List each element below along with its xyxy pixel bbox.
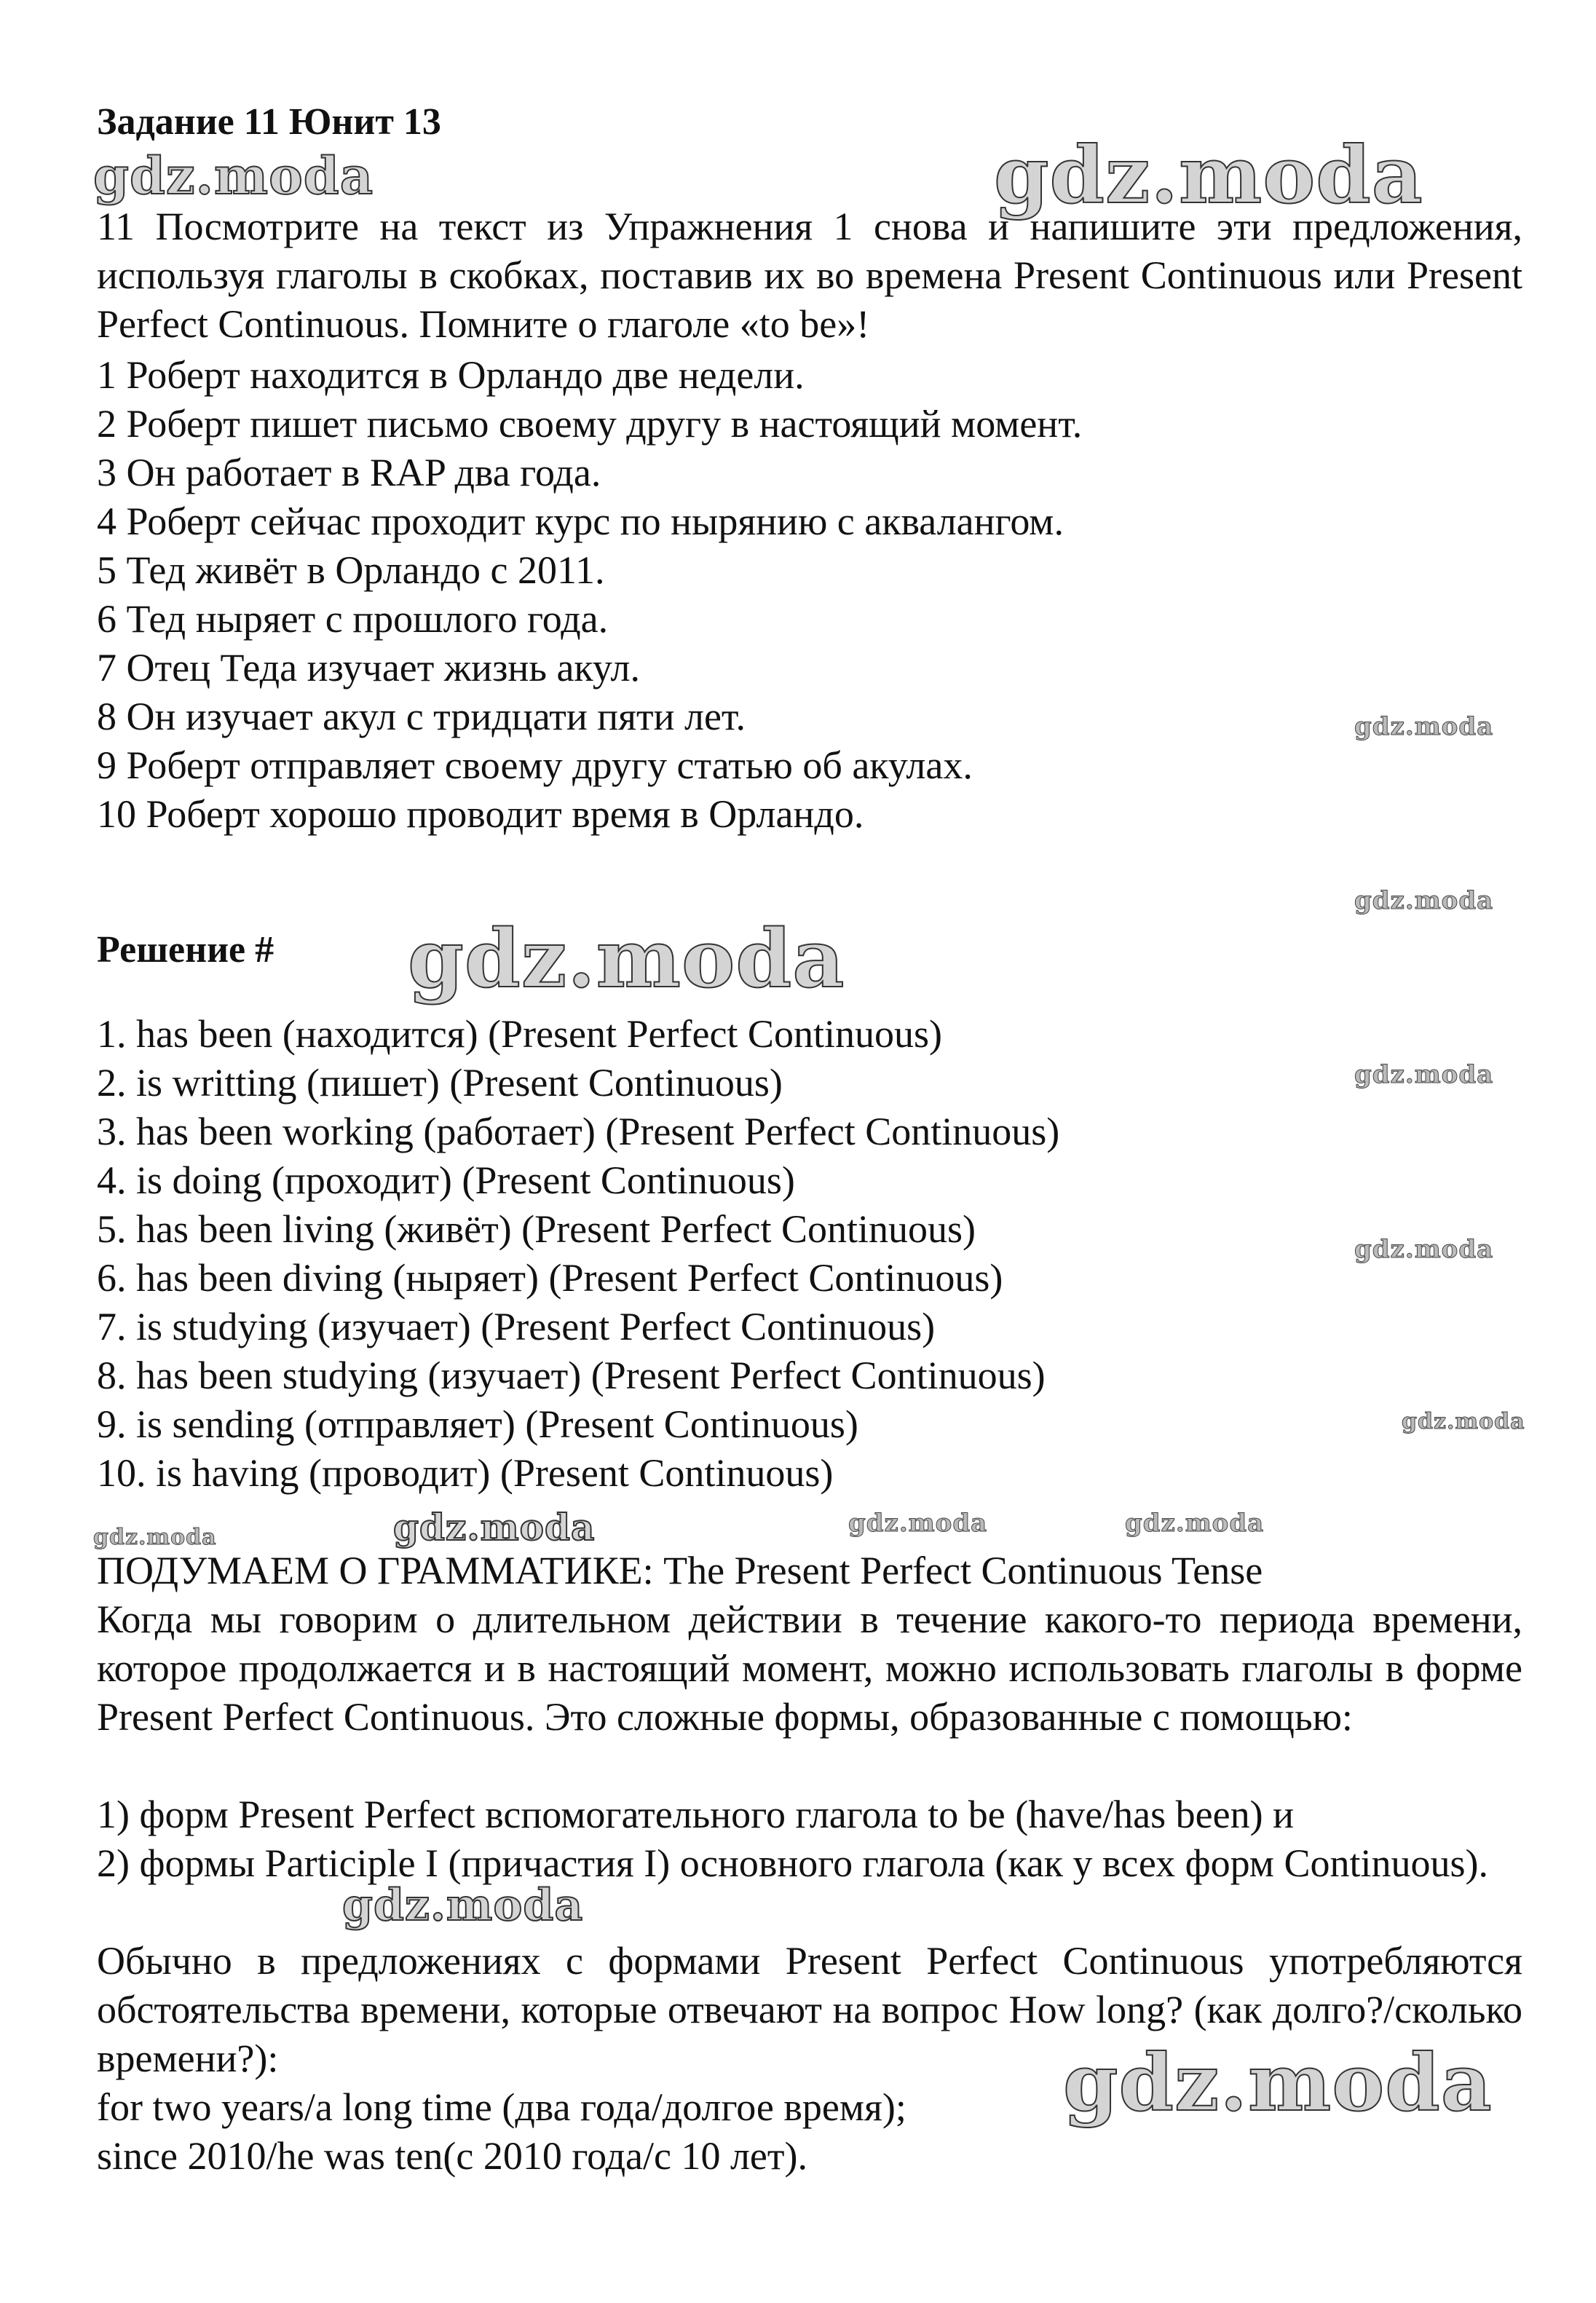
answer-2: 2. is writting (пишет) (Present Continuous) bbox=[97, 1061, 783, 1105]
answer-6: 6. has been diving (ныряет) (Present Perfect Continuous) bbox=[97, 1256, 1003, 1300]
sentence-9: 9 Роберт отправляет своему другу статью об акулах. bbox=[97, 743, 973, 787]
instruction-text: 11 Посмотрите на текст из Упражнения 1 снова и напишите эти предложения, используя глаголы в скобках, поставив их во времена Present Continuous или Present Perfect Continuous. Помните о глаголе «to be»! bbox=[97, 205, 1522, 346]
task-title: Задание 11 Юнит 13 bbox=[97, 101, 441, 143]
watermark-logo: gdz.moda bbox=[1354, 1235, 1494, 1264]
watermark-logo: gdz.moda bbox=[1354, 886, 1494, 915]
watermark-logo: gdz.moda bbox=[93, 146, 374, 206]
grammar-item-1: 1) форм Present Perfect вспомогательного глагола to be (have/has been) и bbox=[97, 1793, 1294, 1836]
watermark-logo: gdz.moda bbox=[393, 1506, 596, 1549]
sentence-2: 2 Роберт пишет письмо своему другу в настоящий момент. bbox=[97, 402, 1083, 446]
watermark-logo: gdz.moda bbox=[1354, 1060, 1494, 1089]
sentence-10: 10 Роберт хорошо проводит время в Орландо. bbox=[97, 792, 864, 836]
answer-7: 7. is studying (изучает) (Present Perfect Continuous) bbox=[97, 1305, 936, 1348]
watermark-logo: gdz.moda bbox=[342, 1880, 584, 1931]
watermark-logo: gdz.moda bbox=[1402, 1409, 1525, 1434]
answer-3: 3. has been working (работает) (Present Perfect Continuous) bbox=[97, 1110, 1060, 1153]
answer-5: 5. has been living (живёт) (Present Perfect Continuous) bbox=[97, 1207, 976, 1251]
sentence-6: 6 Тед ныряет с прошлого года. bbox=[97, 597, 609, 641]
watermark-logo: gdz.moda bbox=[1125, 1509, 1265, 1538]
sentence-4: 4 Роберт сейчас проходит курс по нырянию с аквалангом. bbox=[97, 499, 1064, 543]
sentence-3: 3 Он работает в RAP два года. bbox=[97, 451, 601, 494]
sentence-7: 7 Отец Теда изучает жизнь акул. bbox=[97, 646, 640, 690]
answer-9: 9. is sending (отправляет) (Present Continuous) bbox=[97, 1402, 858, 1446]
answer-1: 1. has been (находится) (Present Perfect Continuous) bbox=[97, 1012, 942, 1056]
grammar-title: ПОДУМАЕМ О ГРАММАТИКЕ: The Present Perfect Continuous Tense bbox=[97, 1549, 1263, 1592]
watermark-logo: gdz.moda bbox=[408, 912, 845, 1006]
solution-title: Решение # bbox=[97, 929, 274, 971]
watermark-logo: gdz.moda bbox=[848, 1509, 988, 1538]
watermark-logo: gdz.moda bbox=[1354, 712, 1494, 741]
sentence-5: 5 Тед живёт в Орландо с 2011. bbox=[97, 548, 605, 592]
answer-10: 10. is having (проводит) (Present Continuous) bbox=[97, 1451, 834, 1495]
grammar-item-2: 2) формы Participle I (причастия I) основного глагола (как у всех форм Continuous). bbox=[97, 1841, 1488, 1885]
sentence-8: 8 Он изучает акул с тридцати пяти лет. bbox=[97, 695, 746, 738]
watermark-logo: gdz.moda bbox=[994, 130, 1423, 221]
answer-4: 4. is doing (проходит) (Present Continuous) bbox=[97, 1158, 795, 1202]
grammar-paragraph-2: Обычно в предложениях с формами Present Perfect Continuous употребляются обстоятельства времени, которые отвечают на вопрос How long? (как долго?/сколько времени?): bbox=[97, 1939, 1522, 2080]
answer-8: 8. has been studying (изучает) (Present Perfect Continuous) bbox=[97, 1354, 1046, 1397]
watermark-logo: gdz.moda bbox=[93, 1525, 217, 1550]
grammar-example-1: for two years/a long time (два года/долгое время); bbox=[97, 2085, 906, 2129]
grammar-paragraph-1: Когда мы говорим о длительном действии в течение какого-то периода времени, которое продолжается и в настоящий момент, можно использовать глаголы в форме Present Perfect Continuous. Это сложные формы, образованные с помощью: bbox=[97, 1597, 1522, 1739]
sentence-1: 1 Роберт находится в Орландо две недели. bbox=[97, 353, 805, 397]
grammar-example-2: since 2010/he was ten(с 2010 года/с 10 лет). bbox=[97, 2134, 807, 2178]
watermark-logo: gdz.moda bbox=[1063, 2037, 1493, 2129]
